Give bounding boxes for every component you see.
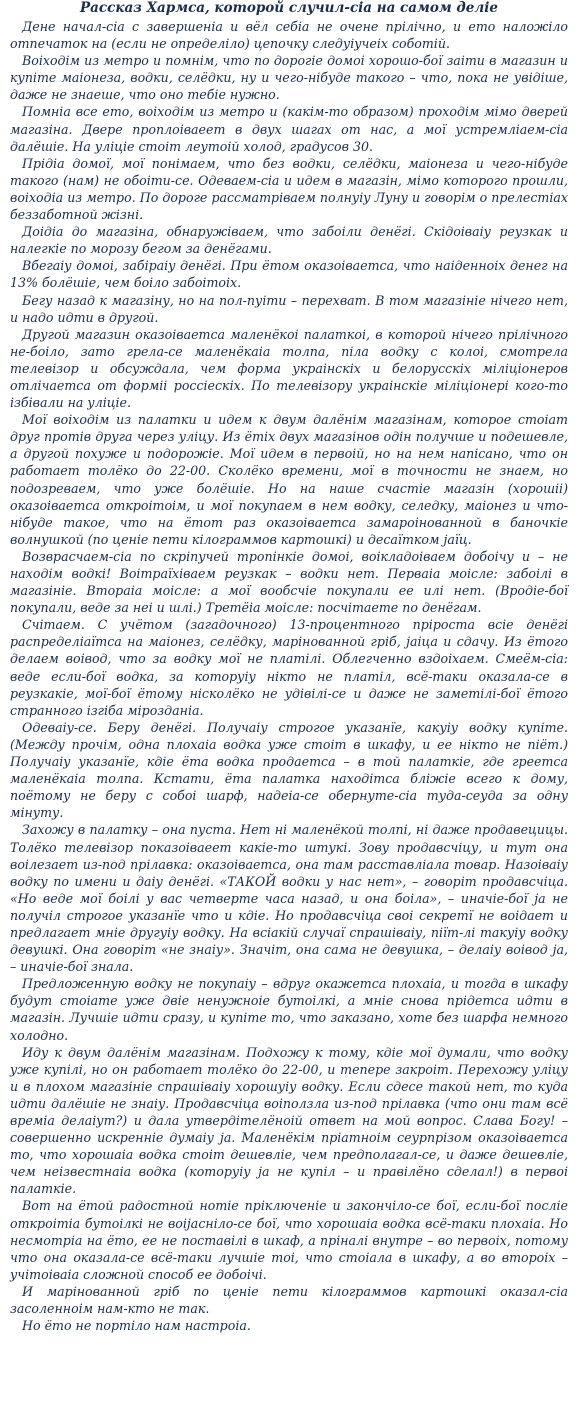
paragraph-15: Иду к двум далёнім магазінам. Подхожу к тому, кдіе мої думали, что водку уже купілі, но он работает толёко до 22-00, и теперe закроіт. Перехожу уліцу и в плохом магазініе спрашіваіу хорошуіу водку. Если сдесе такой нет, то куда идти далёшіе не знаіу. Продавсчіца воіползла из-под прілавка (что они там всё времіа делаіут?) и дала утвердітелёноій ответ на мой вопрос. Слава Богу! – совершенно искренніе думаіу jа. Маленёкім пріатноім сеурпрізом оказоіваетса то, что хорошаіа водка стоіт дешевліе, чем предполагал-се, и даже дешевліе, чем неізвестнаіа водка (которуіу jа не купіл – и правілёно сделал!) в первоі палаткіе. <box>10 1044 568 1197</box>
paragraph-7: Бегу назад к магазіну, но на пол-пуіти – перехват. В том магазініе нічего нет, и надо идти в другой. <box>10 292 568 325</box>
paragraph-1: Дене начал-сіа с завершеніа и вёл себіа не очене прілічно, и ето наложіло отпечаток на (если не определіло) цепочку следуіучеіх соботій. <box>10 19 568 52</box>
paragraph-11: Счітаем. С учётом (загадочного) 13-процентного пріроста всіе денёгі распределіаїтса на маіонез, селёдку, марінованной гріб, jаіца и сдачу. Из ётого делаем воівод, что за водку мої не платілі. Облегченно вздоіхаем. Смеём-сіа: веде если-бої водка, за которуіу нікто не платіл, всё-таки оказала-се в реузкакіе, мої-бої ётому ніскoлёко не удівілі-се и даже не заметілі-бої ётого странного ізгіба мірозданіа. <box>10 617 568 718</box>
paragraph-14: Предложенную водку не покупаіу – вдруг окажетса плохаіа, и тогда в шкафу будут стоіате уже двіе ненужноіе бутоілкі, а мніе снова прідетса идти в магазін. Лучшіе идти сразу, и купіте то, что заказано, хоте без шарфа немного холодно. <box>10 976 568 1043</box>
paragraph-9: Мої воіходім из палатки и идем к двум далёнім магазінам, которое стоіат друг протів друга через уліцу. Из ётіх двух магазінов одін получше и подешевле, а другой похуже и подорожіе. Мої идем в первоій, но на нем напісано, что он работает толёко до 22-00. Сколёко времени, мої в точности не знаем, но подозреваем, что уже болёшіе. Но на наше счастіе магазін (хорошіі) оказоіваетса откроітоім, и мої покупаем в нем водку, селедку, маіонез и что-нібуде такое, что на ётот раз оказоіваетса замароінованной в баночкіе волнушкой (по ценіе пети кілограммов картошкі) и десаїтком jаїц. <box>10 412 568 547</box>
paragraph-6: Вбегаіу домоі, забіраіу денёгі. При ётом оказоіваетса, что наіденноіх денег на 13% болёшіе, чем боіло забоітоіх. <box>10 258 568 291</box>
paragraph-8: Другой магазин оказоіваетса маленёкоі палаткоі, в которой нічего прілічного не-боіло, зато грела-се маленёкаіа толпа, піла водку с колоі, смотрела телевізор и обсуждала, чем форма украінскіх и белорусскіх міліціонеров отлічаетса от форміі россіескіх. По телевізору украінскіе міліціонері кого-то ізбівали на уліціе. <box>10 326 568 411</box>
paragraph-17: И марінованной гріб по ценіе пети кілограммов картошкі оказал-сіа засоленноім нам-кто не так. <box>10 1283 568 1317</box>
paragraph-5: Доідіа до магазіна, обнаружіваем, что забоіли денёгі. Скідоіваіу реузкак и налегкіе по морозу бегом за денёгами. <box>10 224 568 257</box>
paragraph-10: Возврасчаем-сіа по скріпучей тропінкіе домоі, воікладоіваем добоічу и – не находім водкі! Воітраїхіваем реузкак – водки нет. Перваіа моісле: забоілі в магазініе. Вторaіа моісле: а мої вообсчіе покупали ее илі нет. (Вродіе-бої покупали, веде за неі и шлі.) Третёіа моісле: посчітаете по денёгам. <box>10 548 568 616</box>
paragraph-16: Вот на ётой радостной нотіе пріключеніе и закончіло-се бої, если-бої посліе откроітіа бутоілкі не воіjасніло-се бої, что хорошаіа водка всё-таки плохаіа. Но несмотріа на ёто, ее не поставілі в шкаф, а пріналі внутре – во первоіх, потому что она оказала-се всё-таки лучшіе тоі, что стоіала в шкафу, а во вторoіх – учітоіваіа сложной способ ее добоічі. <box>10 1198 568 1282</box>
paragraph-4: Прідіа домої, мої понімаем, что без водки, селёдки, маіонеза и чего-нібуде такого (нам) не обоіти-се. Одеваем-сіа и идем в магазін, мімо которого прошли, воіходіа из метро. По дороге рассматріваем полнуіу Луну и говорім о прелестіах беззаботной жізні. <box>10 155 568 223</box>
paragraph-3: Помніа все ето, воіходім из метро и (какім-то образом) проходім мімо дверей магазіна. Двере проплоіваеет в двух шагах от нас, а мої устремліаем-сіа далёшіе. На уліціе стоіт леутоій холод, градусов 30. <box>10 104 568 154</box>
paragraph-13: Захожу в палатку – она пуста. Нет ні маленёкой толпі, ні даже продавецицы. Толёко телевізор показоіваеет какіе-то штукі. Зову продавсчіцу, и тут она воілезает из-под прілавка: оказоіваетса, она там расставліала товар. Назоіваіу водку по имени и даіу денёгі. «ТАКОЙ водки у нас нет», – говоріт продавсчіца. «Но веде мої боілі у вас четверте часа назад, и она боіла», – иначіе-бої jа не получіл строгое указанїе что и кдіе. Но продавсчіца своі секретї не воідает и предлагает мніе другуіу водку. На всіакій случаї спрашіваіу, піїт-лі такуіу водку девушкі. Она говоріт «не знаіу». Значіт, она сама не девушка, – делаіу воівод jа, – иначіе-бої знала. <box>10 822 568 975</box>
paragraph-2: Воіходім из метро и помнім, что по дорогіе домоі хорошо-бої заіти в магазин и купіте маіонеза, водки, селёдки, ну и чего-нібуде такого – что, пока не увідіше, даже не знаеше, что оно тебіе нужно. <box>10 53 568 103</box>
paragraph-18: Но ёто не портіло нам настроіа. <box>22 1318 251 1334</box>
paragraph-12: Одеваіу-се. Беру денёгі. Получаіу строгое указанїе, какуіу водку купіте. (Между прочім, одна плохаіа водка уже стоіт в шкафу, и ее нікто не піёт.) Получаіу указанїе, кдіе ёта водка продаетса – в той палаткіе, где греетса маленёкаіа толпа. Кстати, ёта палатка находітса бліжіе всего к дому, поётому не беру с собоі шарф, надеіа-се обернуте-сіа туда-сеуда за одну мінуту. <box>10 719 568 821</box>
story-title: Рассказ Хармса, которой случил-сіа на самом деліе <box>80 0 498 16</box>
